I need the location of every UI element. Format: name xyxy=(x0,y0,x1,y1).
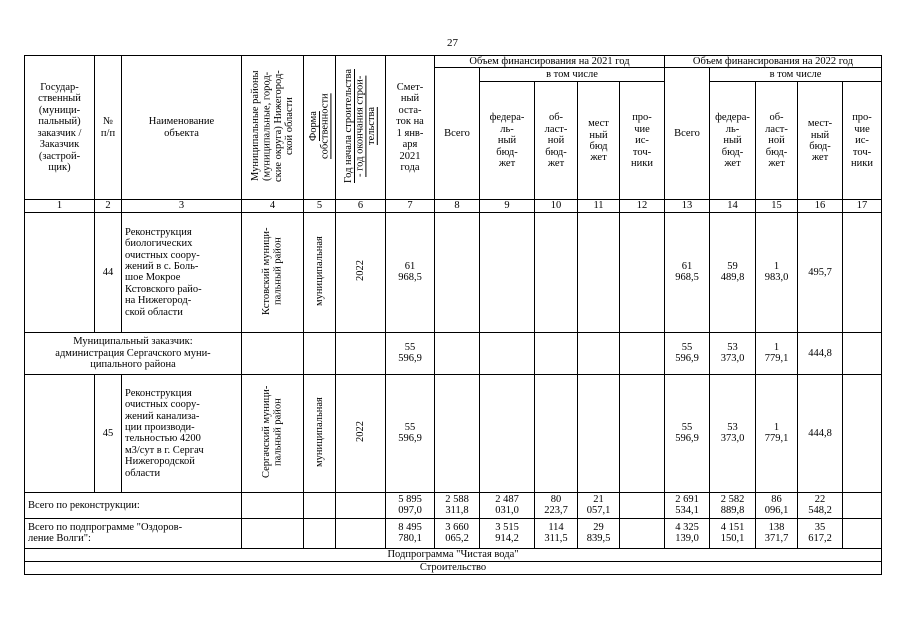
cell-federal-2021 xyxy=(480,374,535,492)
col-number: 10 xyxy=(535,200,578,212)
cell-ownership-text: муниципальная xyxy=(313,396,325,467)
cell-ownership xyxy=(304,332,336,374)
cell-federal-2021: 3 515 914,2 xyxy=(480,518,535,548)
header-federal-2021: федера- ль- ный бюд- жет xyxy=(480,82,535,200)
header-object-name: Наименование объекта xyxy=(122,56,242,200)
header-other-2022: про- чие ис- точ- ники xyxy=(843,82,882,200)
header-regional-2021: об- ласт- ной бюд- жет xyxy=(535,82,578,200)
cell-ownership xyxy=(304,374,336,492)
header-other-2021: про- чие ис- точ- ники xyxy=(620,82,665,200)
header-fin-2021: Объем финансирования на 2021 год xyxy=(435,56,665,68)
header-years xyxy=(336,56,386,200)
cell-other-2021 xyxy=(620,518,665,548)
cell-ownership-text: муниципальная xyxy=(313,235,325,306)
cell-estimate: 8 495 780,1 xyxy=(386,518,435,548)
col-number: 15 xyxy=(756,200,798,212)
cell-other-2022 xyxy=(843,332,882,374)
cell-total-2021: 3 660 065,2 xyxy=(435,518,480,548)
table-row-customer xyxy=(25,332,882,374)
cell-total-2022: 61 968,5 xyxy=(665,212,710,332)
cell-year xyxy=(336,374,386,492)
cell-federal-2021 xyxy=(480,212,535,332)
section-title: Строительство xyxy=(25,561,882,574)
header-districts xyxy=(242,56,304,200)
col-number: 16 xyxy=(798,200,843,212)
cell-ownership xyxy=(304,212,336,332)
subprogram-title: Подпрограмма "Чистая вода" xyxy=(25,548,882,561)
cell-federal-2022: 2 582 889,8 xyxy=(710,492,756,518)
cell-other-2022 xyxy=(843,518,882,548)
cell-regional-2021: 114 311,5 xyxy=(535,518,578,548)
cell-local-2022: 22 548,2 xyxy=(798,492,843,518)
cell-district xyxy=(242,332,304,374)
cell-regional-2022: 1 779,1 xyxy=(756,332,798,374)
cell-district-text: Сергачский муници- пальный район xyxy=(261,385,284,478)
cell-customer xyxy=(25,212,95,332)
cell-district xyxy=(242,212,304,332)
cell-total-2021 xyxy=(435,212,480,332)
cell-local-2022: 444,8 xyxy=(798,332,843,374)
cell-regional-2021: 80 223,7 xyxy=(535,492,578,518)
header-regional-2022: об- ласт- ной бюд- жет xyxy=(756,82,798,200)
col-number: 14 xyxy=(710,200,756,212)
header-including-2021: в том числе xyxy=(480,68,665,82)
cell-federal-2022: 53 373,0 xyxy=(710,332,756,374)
cell-customer xyxy=(25,374,95,492)
cell-local-2021 xyxy=(578,374,620,492)
cell-year xyxy=(336,492,386,518)
col-number: 17 xyxy=(843,200,882,212)
cell-other-2022 xyxy=(843,374,882,492)
cell-total-2021: 2 588 311,8 xyxy=(435,492,480,518)
col-number: 4 xyxy=(242,200,304,212)
cell-object-name: Реконструкция очистных соору- жений канализа- ции производи- тельностью 4200 м3/сут в г. Сергач Нижегородской области xyxy=(122,374,242,492)
cell-district-text: Кстовский муници- пальный район xyxy=(261,226,284,315)
header-ownership xyxy=(304,56,336,200)
cell-total-label: Всего по подпрограмме "Оздоров- ление Волги": xyxy=(25,518,242,548)
cell-total-2021 xyxy=(435,332,480,374)
col-number: 9 xyxy=(480,200,535,212)
cell-regional-2022: 1 779,1 xyxy=(756,374,798,492)
header-districts-text: Муниципальные районы (муниципальные, город- ские округа) Нижегород- ской области xyxy=(249,70,295,182)
cell-local-2021 xyxy=(578,212,620,332)
header-num: № п/п xyxy=(95,56,122,200)
cell-regional-2022: 1 983,0 xyxy=(756,212,798,332)
cell-federal-2022: 53 373,0 xyxy=(710,374,756,492)
cell-year-text: 2022 xyxy=(354,260,366,282)
cell-other-2022 xyxy=(843,212,882,332)
table-row-total-reconstruction xyxy=(25,492,882,518)
cell-local-2022: 35 617,2 xyxy=(798,518,843,548)
cell-estimate: 55 596,9 xyxy=(386,374,435,492)
header-ownership-text: Форма собственности xyxy=(308,93,331,159)
cell-local-2021: 21 057,1 xyxy=(578,492,620,518)
col-number: 1 xyxy=(25,200,95,212)
cell-estimate: 55 596,9 xyxy=(386,332,435,374)
header-including-2022: в том числе xyxy=(710,68,882,82)
col-number: 5 xyxy=(304,200,336,212)
cell-federal-2021: 2 487 031,0 xyxy=(480,492,535,518)
col-number: 7 xyxy=(386,200,435,212)
cell-federal-2021 xyxy=(480,332,535,374)
cell-regional-2021 xyxy=(535,212,578,332)
header-customer: Государ- ственный (муници- пальный) заказчик / Заказчик (застрой- щик) xyxy=(25,56,95,200)
cell-district xyxy=(242,374,304,492)
col-number: 12 xyxy=(620,200,665,212)
cell-total-label: Всего по реконструкции: xyxy=(25,492,242,518)
header-local-2021: мест ный бюд жет xyxy=(578,82,620,200)
cell-year xyxy=(336,332,386,374)
cell-local-2022: 495,7 xyxy=(798,212,843,332)
cell-num: 44 xyxy=(95,212,122,332)
cell-local-2021: 29 839,5 xyxy=(578,518,620,548)
cell-num: 45 xyxy=(95,374,122,492)
financing-table xyxy=(24,55,882,575)
col-number: 6 xyxy=(336,200,386,212)
cell-total-2022: 4 325 139,0 xyxy=(665,518,710,548)
column-number-row xyxy=(25,200,882,212)
table-row-section-title xyxy=(25,561,882,574)
col-number: 2 xyxy=(95,200,122,212)
cell-federal-2022: 59 489,8 xyxy=(710,212,756,332)
col-number: 13 xyxy=(665,200,710,212)
cell-total-2022: 2 691 534,1 xyxy=(665,492,710,518)
cell-estimate: 61 968,5 xyxy=(386,212,435,332)
cell-year xyxy=(336,518,386,548)
cell-other-2022 xyxy=(843,492,882,518)
cell-regional-2022: 86 096,1 xyxy=(756,492,798,518)
cell-other-2021 xyxy=(620,332,665,374)
table-row-total-subprogram xyxy=(25,518,882,548)
cell-other-2021 xyxy=(620,212,665,332)
cell-regional-2021 xyxy=(535,332,578,374)
cell-ownership xyxy=(304,518,336,548)
header-fin-2022: Объем финансирования на 2022 год xyxy=(665,56,882,68)
cell-district xyxy=(242,518,304,548)
cell-regional-2021 xyxy=(535,374,578,492)
header-row-1 xyxy=(25,56,882,68)
cell-total-2022: 55 596,9 xyxy=(665,374,710,492)
cell-total-2022: 55 596,9 xyxy=(665,332,710,374)
cell-ownership xyxy=(304,492,336,518)
cell-other-2021 xyxy=(620,374,665,492)
table-row-subprogram-title xyxy=(25,548,882,561)
table-row-44 xyxy=(25,212,882,332)
table-row-45 xyxy=(25,374,882,492)
col-number: 8 xyxy=(435,200,480,212)
col-number: 11 xyxy=(578,200,620,212)
header-federal-2022: федера- ль- ный бюд- жет xyxy=(710,82,756,200)
header-total-2022: Всего xyxy=(665,68,710,200)
cell-district xyxy=(242,492,304,518)
header-years-text: Год начала строительства - год окончания строи- тельства xyxy=(343,69,378,183)
cell-local-2022: 444,8 xyxy=(798,374,843,492)
cell-regional-2022: 138 371,7 xyxy=(756,518,798,548)
cell-year-text: 2022 xyxy=(354,421,366,443)
cell-year xyxy=(336,212,386,332)
page-number: 27 xyxy=(447,37,458,49)
cell-object-name: Реконструкция биологических очистных соору- жений в с. Боль- шое Мокрое Кстовского райо- на Нижегород- ской области xyxy=(122,212,242,332)
cell-other-2021 xyxy=(620,492,665,518)
header-estimate: Смет- ный оста- ток на 1 янв- аря 2021 года xyxy=(386,56,435,200)
cell-total-2021 xyxy=(435,374,480,492)
col-number: 3 xyxy=(122,200,242,212)
header-total-2021: Всего xyxy=(435,68,480,200)
cell-customer-label: Муниципальный заказчик: администрация Сергачского муни- ципального района xyxy=(25,332,242,374)
cell-estimate: 5 895 097,0 xyxy=(386,492,435,518)
cell-local-2021 xyxy=(578,332,620,374)
header-local-2022: мест- ный бюд- жет xyxy=(798,82,843,200)
cell-federal-2022: 4 151 150,1 xyxy=(710,518,756,548)
